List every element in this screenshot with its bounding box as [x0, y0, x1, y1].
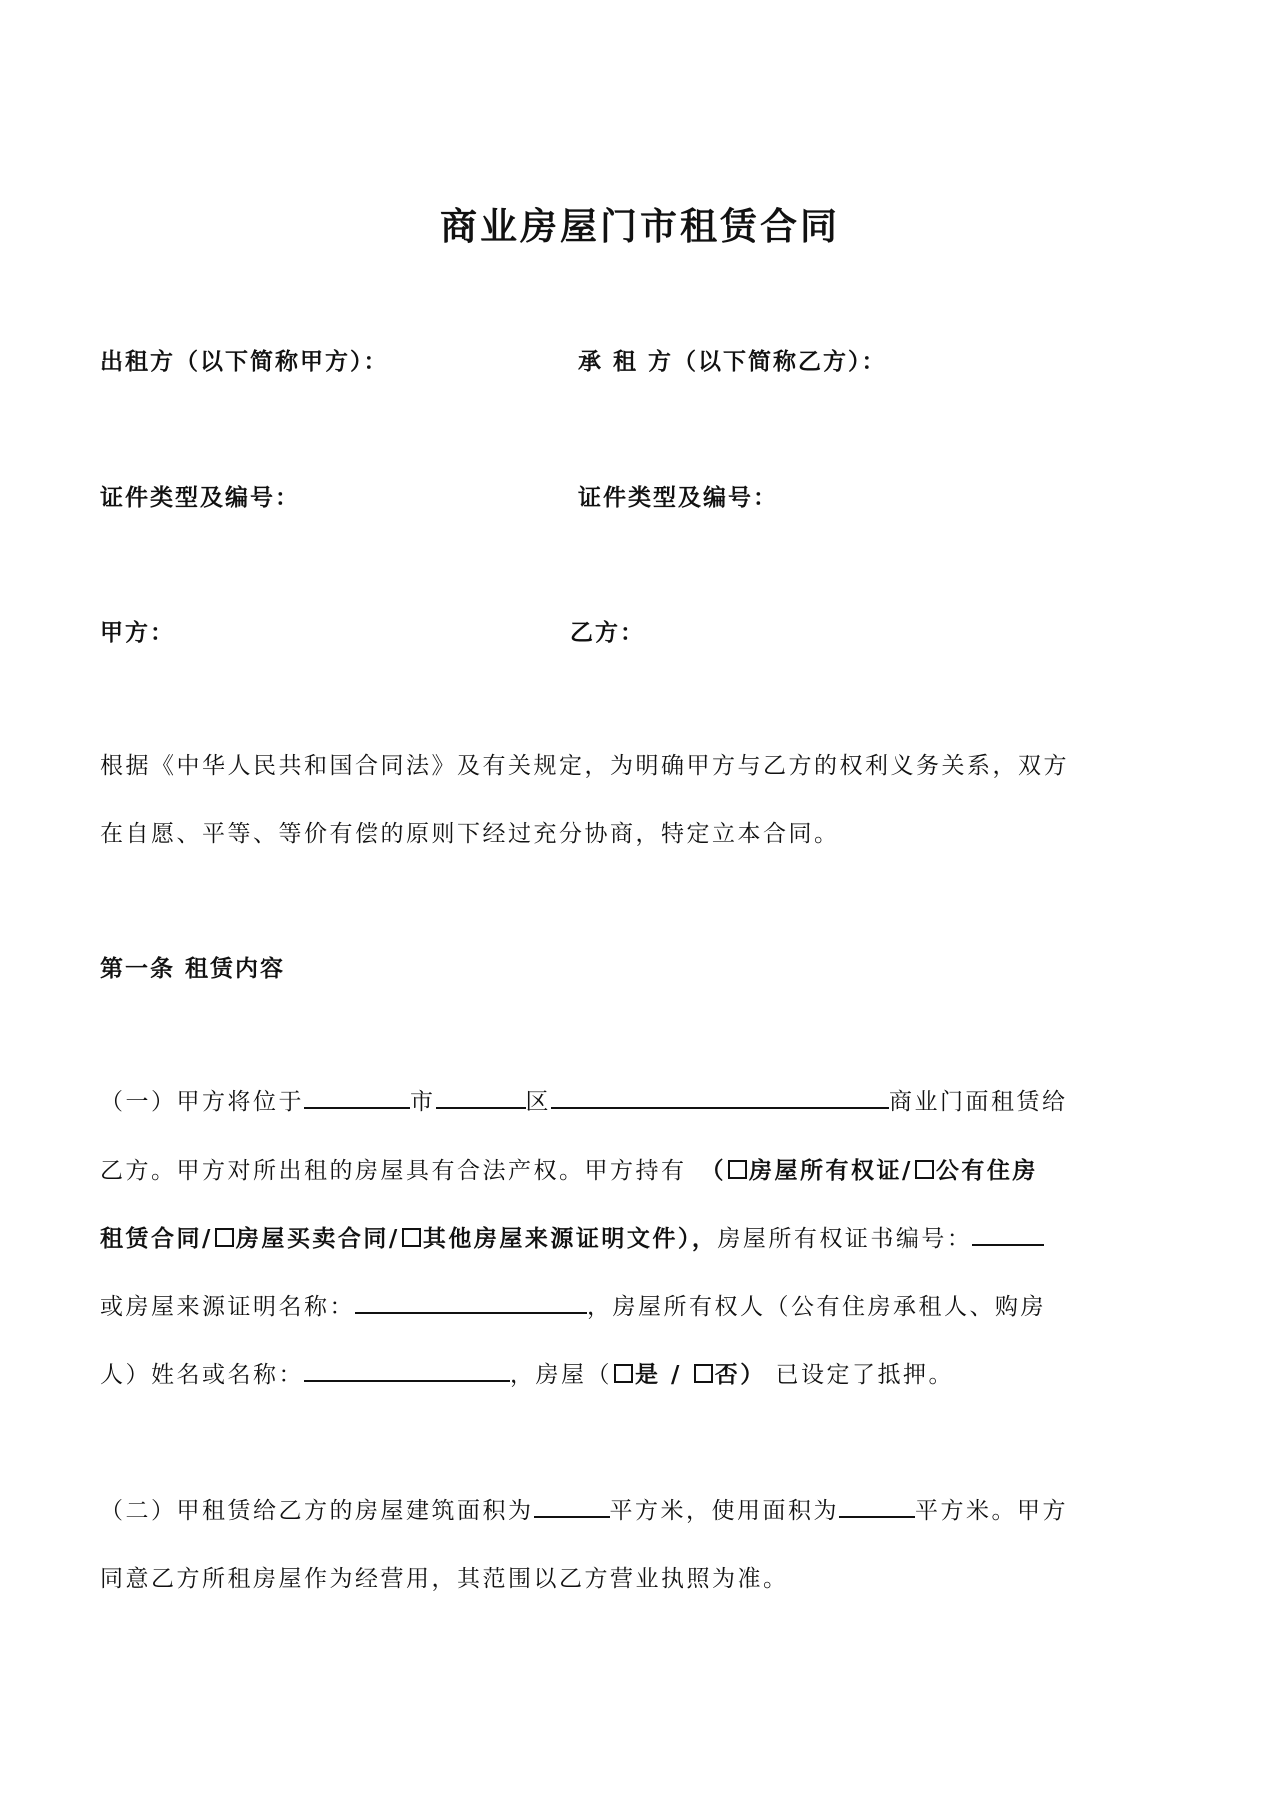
lessor-id-label: 证件类型及编号：	[100, 484, 300, 511]
article-1-heading: 第一条 租赁内容	[100, 955, 286, 982]
party-a-label: 甲方：	[100, 619, 175, 646]
clause-1-line-1	[100, 1083, 1068, 1116]
lessee-label: 承 租 方（以下简称乙方）：	[578, 348, 887, 375]
proof-name-blank[interactable]	[355, 1288, 587, 1314]
checkbox-mortgage-yes[interactable]	[614, 1364, 633, 1383]
clause-1-line-4	[100, 1288, 1046, 1321]
option-public-housing-cont: 租赁合同/	[100, 1225, 213, 1252]
clause-1-text: ，房屋所有权人（公有住房承租人、购房	[587, 1294, 1046, 1320]
checkbox-ownership-cert[interactable]	[728, 1160, 747, 1179]
clause-1-text: 商业门面租赁给	[889, 1089, 1068, 1115]
lessee-id-label: 证件类型及编号：	[578, 484, 778, 511]
option-other-proof: 其他房屋来源证明文件），	[422, 1225, 718, 1252]
party-b-label: 乙方：	[570, 619, 645, 646]
checkbox-other-proof[interactable]	[402, 1228, 421, 1247]
option-mortgage-yes: 是 /	[635, 1361, 682, 1388]
city-suffix: 市	[410, 1089, 436, 1115]
lessor-label: 出租方（以下简称甲方）：	[100, 348, 389, 375]
option-mortgage-no: 否）	[714, 1361, 766, 1388]
district-blank[interactable]	[436, 1083, 526, 1109]
bracket-open: （	[712, 1157, 726, 1184]
option-ownership-cert: 房屋所有权证/	[749, 1157, 913, 1184]
address-blank[interactable]	[551, 1083, 889, 1109]
clause-1-line-2	[100, 1152, 1038, 1185]
clause-1-text: 乙方。甲方对所出租的房屋具有合法产权。甲方持有	[100, 1158, 712, 1184]
clause-2-line-2: 同意乙方所租房屋作为经营用，其范围以乙方营业执照为准。	[100, 1566, 789, 1592]
district-suffix: 区	[525, 1089, 551, 1115]
clause-1-line-5	[100, 1356, 954, 1389]
clause-2-text: 平方米。甲方	[915, 1498, 1068, 1524]
document-title: 商业房屋门市租赁合同	[440, 205, 840, 248]
building-area-blank[interactable]	[534, 1492, 610, 1518]
preamble-line-1: 根据《中华人民共和国合同法》及有关规定，为明确甲方与乙方的权利义务关系，双方	[100, 753, 1069, 779]
clause-1-text: 或房屋来源证明名称：	[100, 1294, 355, 1320]
checkbox-purchase-contract[interactable]	[215, 1228, 234, 1247]
option-purchase-contract: 房屋买卖合同/	[235, 1225, 400, 1252]
clause-2-line-1	[100, 1492, 1068, 1525]
cert-number-blank[interactable]	[972, 1220, 1044, 1246]
clause-1-text: 已设定了抵押。	[765, 1362, 955, 1388]
clause-2-text: 平方米，使用面积为	[609, 1498, 839, 1524]
city-blank[interactable]	[304, 1083, 410, 1109]
checkbox-mortgage-no[interactable]	[694, 1364, 713, 1383]
clause-2-text: （二）甲租赁给乙方的房屋建筑面积为	[100, 1498, 534, 1524]
clause-1-line-3	[100, 1220, 1044, 1253]
clause-1-text: （一）甲方将位于	[100, 1089, 304, 1115]
clause-1-text: ，房屋（	[510, 1362, 612, 1388]
option-public-housing: 公有住房	[935, 1157, 1038, 1184]
usable-area-blank[interactable]	[839, 1492, 915, 1518]
clause-1-text: 房屋所有权证书编号：	[717, 1226, 973, 1252]
checkbox-public-housing[interactable]	[915, 1160, 934, 1179]
clause-1-text: 人）姓名或名称：	[100, 1362, 304, 1388]
owner-name-blank[interactable]	[304, 1356, 510, 1382]
preamble-line-2: 在自愿、平等、等价有偿的原则下经过充分协商，特定立本合同。	[100, 821, 840, 847]
